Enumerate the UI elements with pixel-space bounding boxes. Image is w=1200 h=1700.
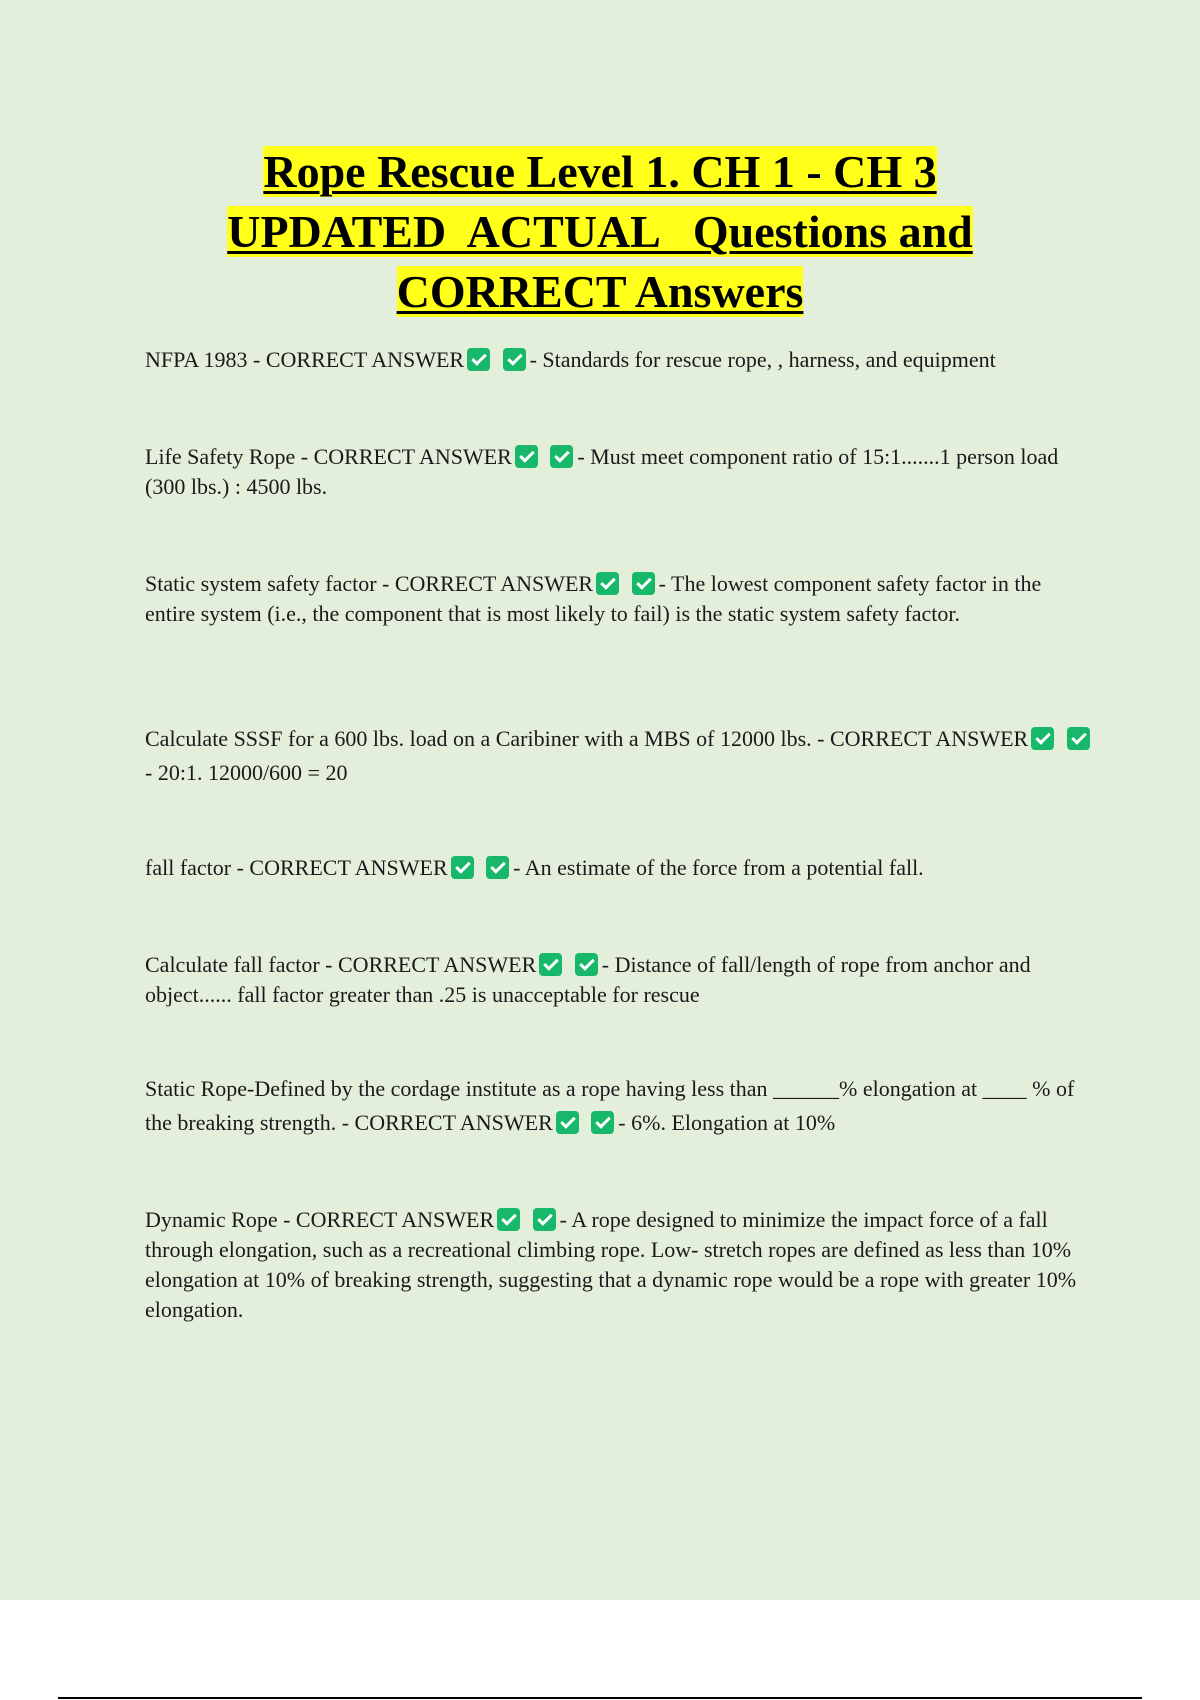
question-text: Static system safety factor - CORRECT ANSWER	[145, 571, 594, 596]
check-mark-icon	[497, 1208, 520, 1231]
question-text: Dynamic Rope - CORRECT ANSWER	[145, 1207, 495, 1232]
question-text: NFPA 1983 - CORRECT ANSWER	[145, 347, 465, 372]
check-mark-icon	[486, 856, 509, 879]
question-text: Static Rope-Defined by the cordage institute as a rope having less than ______% elongation at ____ % of the breaking strength. - CORRECT ANSWER	[145, 1076, 1075, 1135]
answer-text: - Must meet component ratio of 15:1.......1 person load (300 lbs.) : 4500 lbs.	[145, 444, 1059, 499]
answer-text: - 20:1. 12000/600 = 20	[145, 760, 348, 785]
answer-text: - Standards for rescue rope, , harness, and equipment	[529, 347, 996, 372]
check-mark-icon	[503, 348, 526, 371]
qa-item-static-system-safety-factor	[145, 569, 1095, 629]
qa-item-fall-factor	[145, 853, 1095, 883]
check-mark-icon	[632, 572, 655, 595]
check-mark-icon	[575, 953, 598, 976]
answer-text: - An estimate of the force from a potential fall.	[513, 855, 924, 880]
check-mark-icon	[556, 1111, 579, 1134]
answer-text: - Distance of fall/length of rope from anchor and object...... fall factor greater than .25 is unacceptable for rescue	[145, 952, 1031, 1007]
answer-text: - A rope designed to minimize the impact force of a fall through elongation, such as a recreational climbing rope. Low- stretch ropes are defined as less than 10% elongation at 10% of breaking strength, suggesting that a dynamic rope would be a rope with greater 10% elongation.	[145, 1207, 1077, 1322]
check-mark-icon	[591, 1111, 614, 1134]
document-title	[100, 142, 1100, 322]
check-mark-icon	[515, 445, 538, 468]
check-mark-icon	[596, 572, 619, 595]
check-mark-icon	[533, 1208, 556, 1231]
question-text: fall factor - CORRECT ANSWER	[145, 855, 448, 880]
check-mark-icon	[550, 445, 573, 468]
check-mark-icon	[451, 856, 474, 879]
title-line-2: UPDATED ACTUAL Questions and	[227, 206, 973, 257]
qa-item-calculate-sssf	[145, 722, 1095, 790]
check-mark-icon	[1067, 727, 1090, 750]
title-line-3: CORRECT Answers	[396, 266, 804, 317]
question-text: Calculate SSSF for a 600 lbs. load on a Caribiner with a MBS of 12000 lbs. - CORRECT ANSWER	[145, 726, 1029, 751]
qa-item-nfpa-1983	[145, 345, 1095, 375]
check-mark-icon	[467, 348, 490, 371]
footer-divider	[58, 1697, 1142, 1699]
qa-item-dynamic-rope	[145, 1205, 1095, 1325]
qa-item-calculate-fall-factor	[145, 950, 1095, 1010]
check-mark-icon	[1031, 727, 1054, 750]
check-mark-icon	[539, 953, 562, 976]
answer-text: - 6%. Elongation at 10%	[618, 1110, 836, 1135]
qa-item-life-safety-rope	[145, 442, 1095, 502]
qa-item-static-rope	[145, 1072, 1095, 1140]
title-line-1: Rope Rescue Level 1. CH 1 - CH 3	[263, 146, 937, 197]
answer-text: - The lowest component safety factor in the entire system (i.e., the component that is most likely to fail) is the static system safety factor.	[145, 571, 1042, 626]
question-text: Life Safety Rope - CORRECT ANSWER	[145, 444, 512, 469]
question-text: Calculate fall factor - CORRECT ANSWER	[145, 952, 537, 977]
